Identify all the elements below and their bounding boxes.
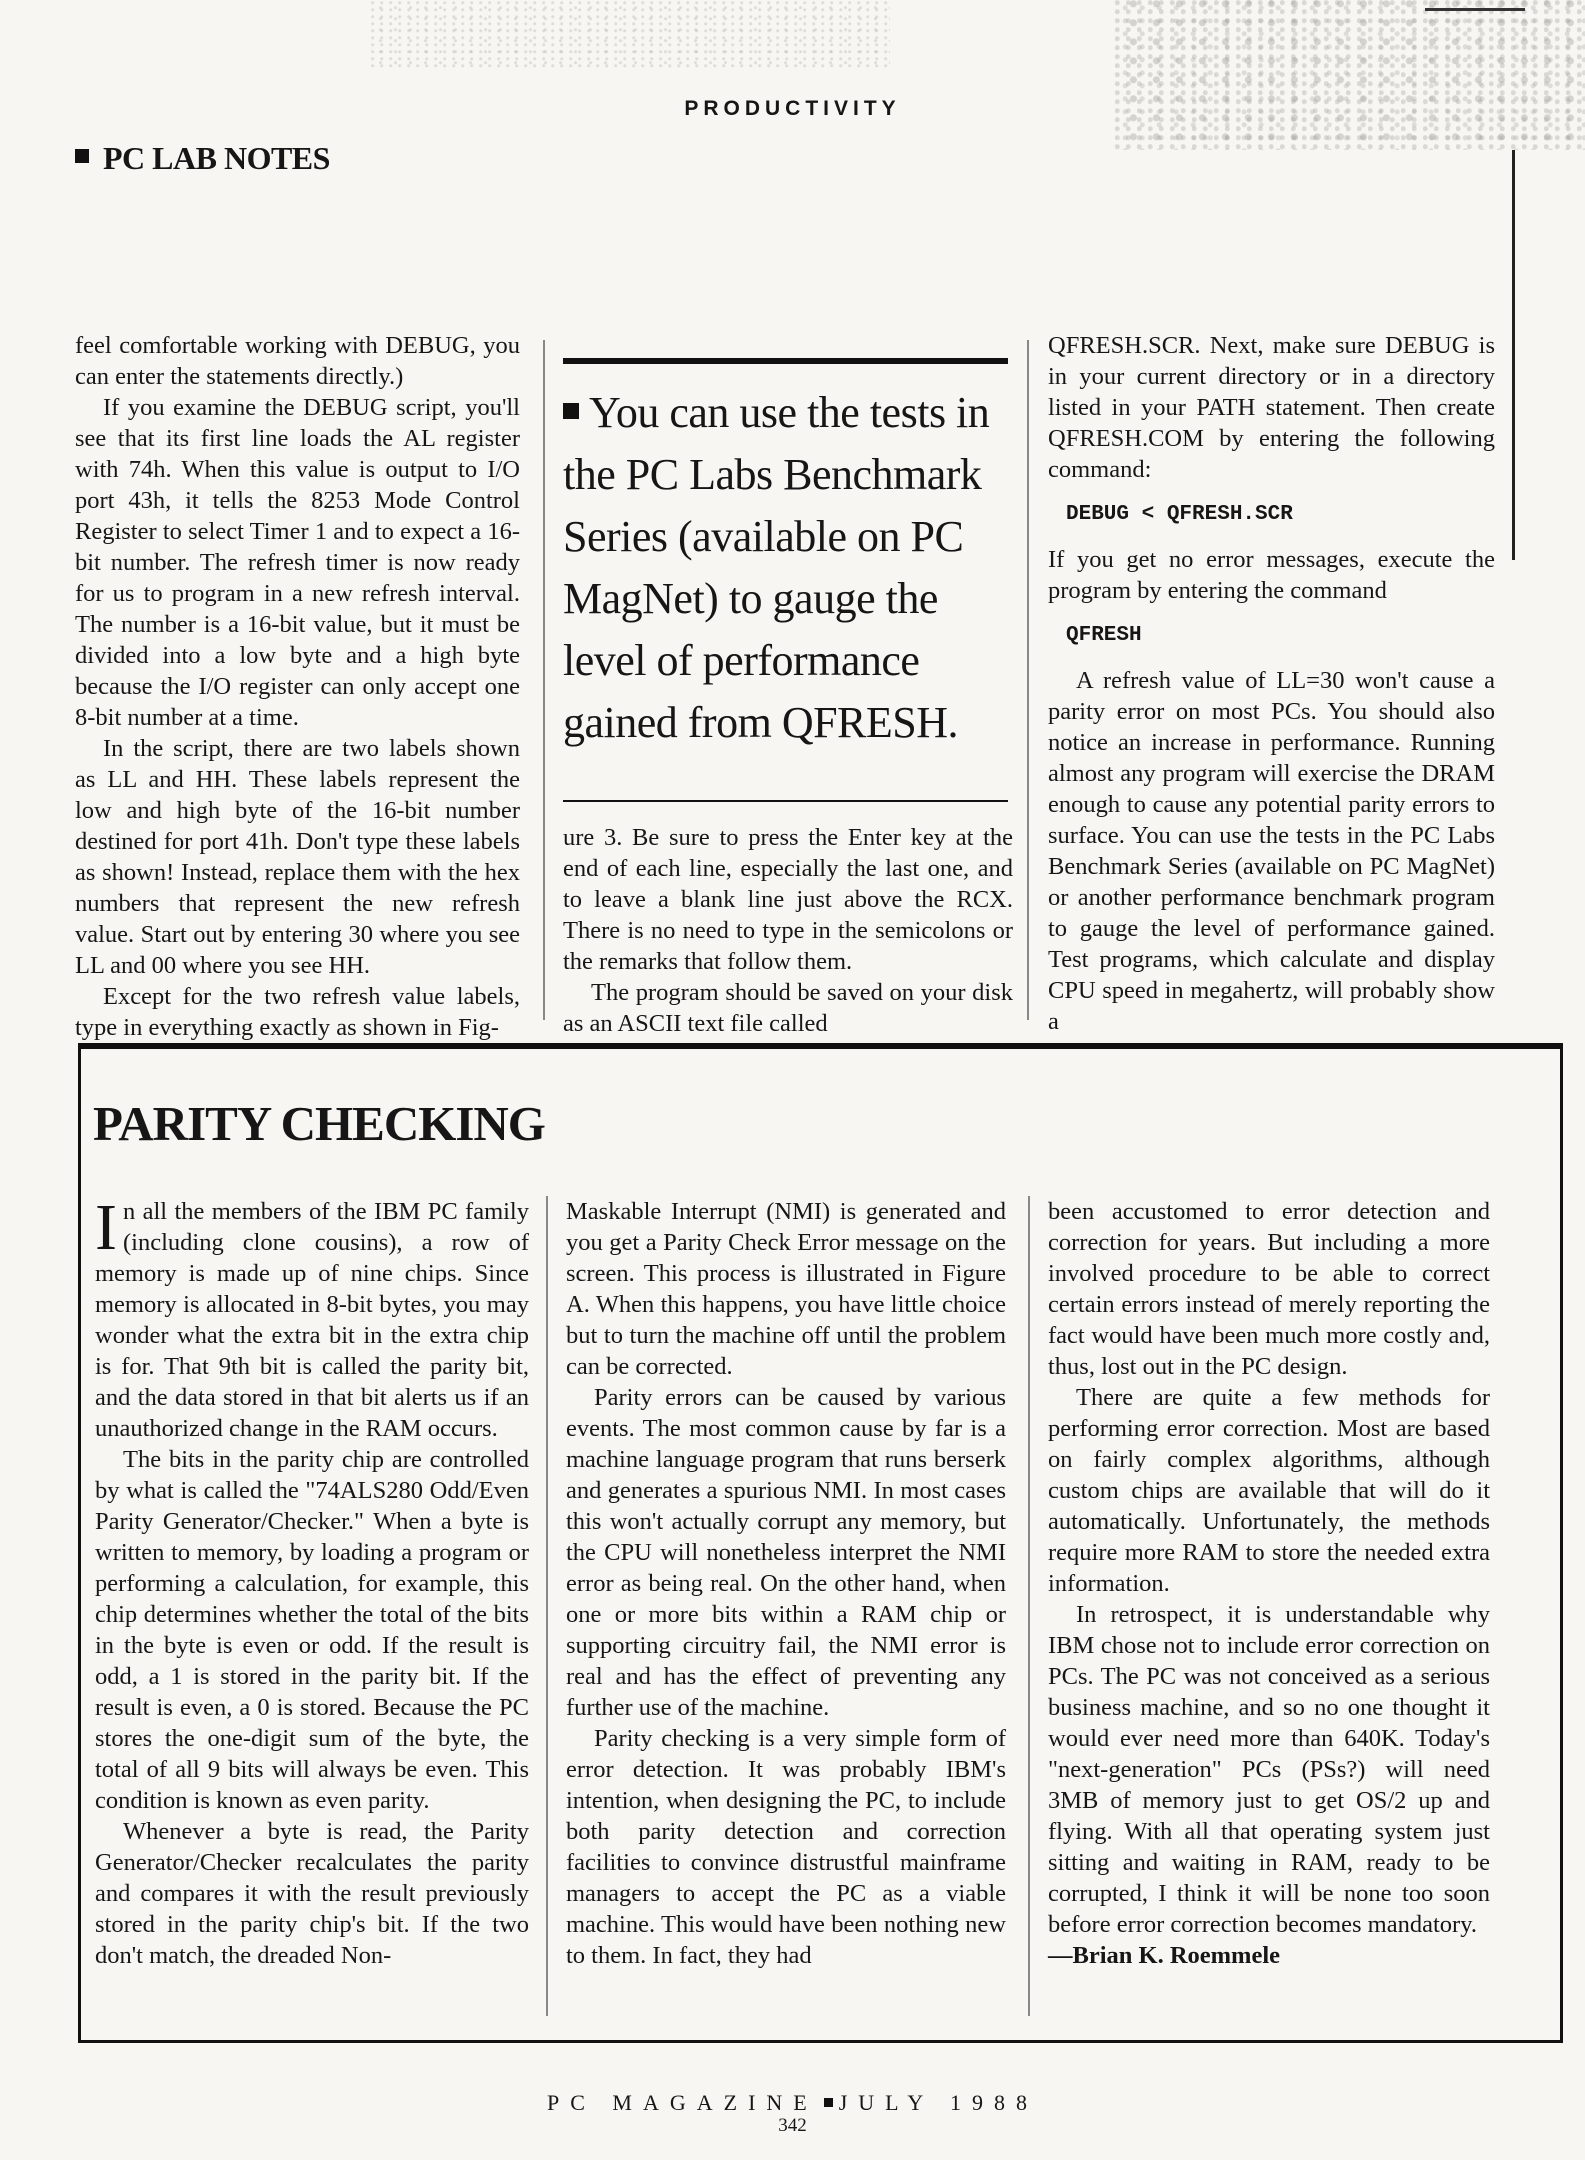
paragraph: If you examine the DEBUG script, you'll see that its first line loads the AL register with 74h. When this value is output to I/O port 43h, it tells the 8253 Mode Control Register to select Timer 1 and to expect a 16-bit number. The refresh timer is now ready for us to program in a new refresh interval. The number is a 16-bit value, but it must be divided into a low byte and a high byte because the I/O register can only accept one 8-bit number at a time. xyxy=(75,394,520,731)
code-command: DEBUG < QFRESH.SCR xyxy=(1066,503,1293,526)
paragraph: Whenever a byte is read, the Parity Generator/Checker recalculates the parity and compares it with the result previously stored in the parity chip's bit. If the two don't match, the dreaded Non- xyxy=(95,1818,529,1969)
bullet-square-icon xyxy=(563,403,579,419)
pullquote xyxy=(563,382,1008,754)
scan-noise xyxy=(1115,0,1585,150)
bullet-square-icon xyxy=(75,149,89,163)
pullquote-bottom-rule xyxy=(563,800,1008,802)
paragraph-text: n all the members of the IBM PC family (including clone cousins), a row of memory is made up of nine chips. Since memory is allocated in 8-bit bytes, you may wonder what the extra bit in the extra chip is for. That 9th bit is called the parity bit, and the data stored in that bit alerts us if an unauthorized change in the RAM occurs. xyxy=(95,1198,529,1442)
section-label: PRODUCTIVITY xyxy=(684,97,901,120)
frame-rule xyxy=(1512,150,1515,560)
issue-date: JULY 1988 xyxy=(838,2090,1038,2115)
paragraph: In the script, there are two labels shown as LL and HH. These labels represent the low and high byte of the 16-bit number destined for port 41h. Don't type these labels as shown! Instead, replace them with the hex numbers that represent the new refresh value. Start out by entering 30 where you see LL and 00 where you see HH. xyxy=(75,735,520,979)
page-number: 342 xyxy=(778,2115,807,2136)
page-footer xyxy=(0,2090,1585,2116)
column-divider xyxy=(1028,1196,1030,2016)
paragraph: There are quite a few methods for performing error correction. Most are based on fairly complex algorithms, although custom chips are available that will do it automatically. Unfortunately, the methods require more RAM to store the needed extra information. xyxy=(1048,1384,1490,1597)
paragraph: The program should be saved on your disk as an ASCII text file called xyxy=(563,979,1013,1037)
paragraph: In retrospect, it is understandable why IBM chose not to include error correction on PCs. The PC was not conceived as a serious business machine, and so no one thought it would ever need more than 640K. Today's "next-generation" PCs (PSs?) will need 3MB of memory just to get OS/2 up and flying. With all that operating system just sitting and waiting in RAM, ready to be corrupted, I think it will be none too soon before error correction becomes mandatory. xyxy=(1048,1601,1490,1938)
drop-cap: I xyxy=(95,1191,117,1264)
paragraph: been accustomed to error detection and correction for years. But including a more involved procedure to be able to correct certain errors instead of merely reporting the fact would have been much more costly and, thus, lost out in the PC design. xyxy=(1048,1198,1490,1380)
sidebar-frame-right xyxy=(1560,1043,1563,2043)
magazine-name: PC MAGAZINE xyxy=(547,2090,818,2115)
column-title xyxy=(75,140,330,177)
column-divider xyxy=(1027,340,1029,1020)
code-command: QFRESH xyxy=(1066,624,1142,647)
paragraph: Parity errors can be caused by various events. The most common cause by far is a machine language program that runs berserk and generates a spurious NMI. In most cases this won't actually corrupt any memory, but the CPU will nonetheless interpret the NMI error as being real. On the other hand, when one or more bits within a RAM chip or supporting circuitry fail, the NMI error is real and has the effect of preventing any further use of the machine. xyxy=(566,1384,1006,1721)
sidebar-frame-left xyxy=(78,1043,81,2043)
bullet-square-icon xyxy=(824,2098,833,2107)
paragraph: Except for the two refresh value labels, type in everything exactly as shown in Fig- xyxy=(75,983,520,1041)
sidebar-column-3 xyxy=(1048,1196,1490,1971)
column-divider xyxy=(546,1196,548,2016)
article-column-3 xyxy=(1048,330,1495,1037)
scan-noise xyxy=(370,0,890,70)
author-signature: —Brian K. Roemmele xyxy=(1048,1942,1281,1969)
sidebar-column-2 xyxy=(566,1196,1006,1971)
paragraph xyxy=(95,1191,529,1444)
paragraph: Parity checking is a very simple form of error detection. It was probably IBM's intention, when designing the PC, to include both parity detection and correction facilities to convince distrustful mainframe managers to accept the PC as a viable machine. This would have been nothing new to them. In fact, they had xyxy=(566,1725,1006,1969)
pullquote-text: You can use the tests in the PC Labs Benchmark Series (available on PC MagNet) to gauge the level of performance gained from QFRESH. xyxy=(563,388,990,747)
paragraph: The bits in the parity chip are controlled by what is called the "74ALS280 Odd/Even Parity Generator/Checker." When a byte is written to memory, by loading a program or performing a calculation, for example, this chip determines whether the total of the bits in the byte is even or odd. If the result is odd, a 1 is stored in the parity bit. If the result is even, a 0 is stored. Because the PC stores the one-digit sum of the byte, the total of all 9 bits will always be even. This condition is known as even parity. xyxy=(95,1446,529,1814)
column-divider xyxy=(543,340,545,1020)
paragraph: QFRESH.SCR. Next, make sure DEBUG is in your current directory or in a directory listed in your PATH statement. Then create QFRESH.COM by entering the following command: xyxy=(1048,332,1495,483)
article-column-2 xyxy=(563,822,1013,1039)
paragraph: feel comfortable working with DEBUG, you can enter the statements directly.) xyxy=(75,332,520,390)
column-title-text: PC LAB NOTES xyxy=(103,140,330,176)
sidebar-bottom-rule xyxy=(78,2040,1563,2043)
sidebar-top-rule xyxy=(78,1043,1563,1049)
paragraph: If you get no error messages, execute the program by entering the command xyxy=(1048,546,1495,604)
article-column-1 xyxy=(75,330,520,1043)
pullquote-top-rule xyxy=(563,358,1008,364)
sidebar-title: PARITY CHECKING xyxy=(93,1096,545,1151)
paragraph: Maskable Interrupt (NMI) is generated and you get a Parity Check Error message on the screen. This process is illustrated in Figure A. When this happens, you have little choice but to turn the machine off until the problem can be corrected. xyxy=(566,1198,1006,1380)
paragraph: A refresh value of LL=30 won't cause a parity error on most PCs. You should also notice an increase in performance. Running almost any program will exercise the DRAM enough to cause any potential parity errors to surface. You can use the tests in the PC Labs Benchmark Series (available on PC MagNet) or another performance benchmark program to gauge the level of performance gained. Test programs, which calculate and display CPU speed in megahertz, will probably show a xyxy=(1048,667,1495,1035)
sidebar-column-1 xyxy=(95,1191,529,1971)
paragraph: ure 3. Be sure to press the Enter key at the end of each line, especially the last one, and to leave a blank line just above the RCX. There is no need to type in the semicolons or the remarks that follow them. xyxy=(563,824,1013,975)
top-rule xyxy=(1425,8,1525,11)
